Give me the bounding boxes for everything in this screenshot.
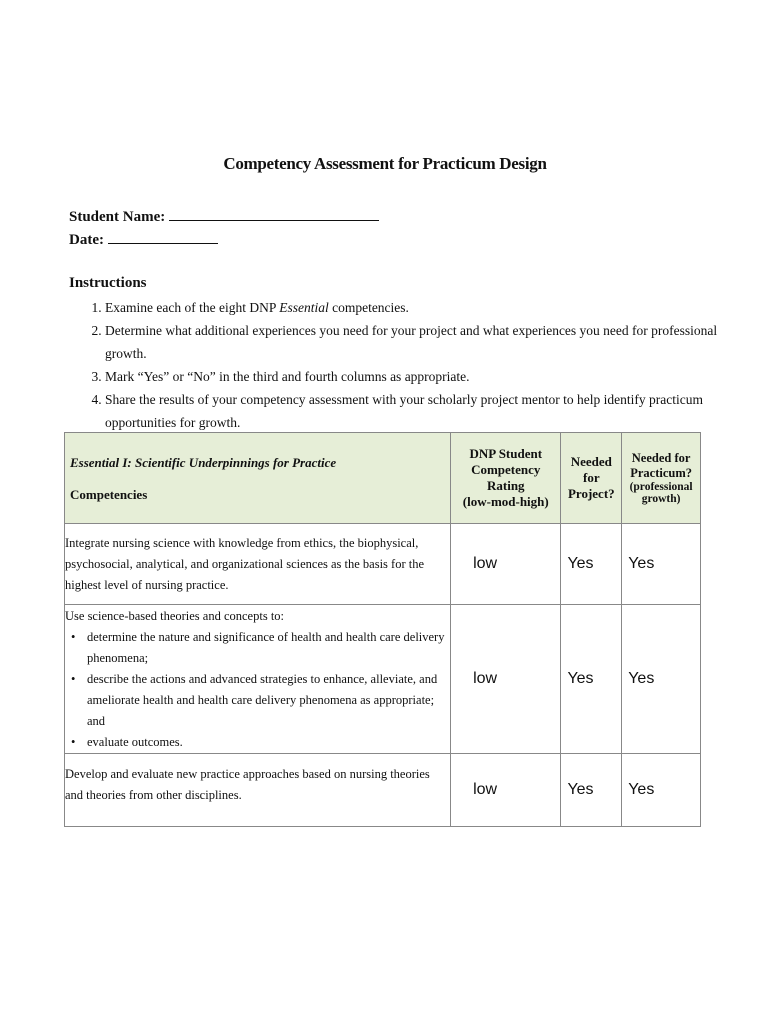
competency-cell — [65, 605, 451, 754]
practicum-cell[interactable]: Yes — [622, 754, 701, 827]
rating-header-line: Competency Rating — [471, 462, 541, 493]
essential-header — [65, 433, 451, 524]
instruction-item — [105, 296, 735, 319]
project-header-line: Project? — [567, 486, 615, 501]
date-blank[interactable] — [108, 229, 218, 244]
practicum-cell[interactable]: Yes — [622, 605, 701, 754]
competency-cell: Integrate nursing science with knowledge from ethics, the biophysical, psychosocial, analytical, and organizational sciences as the basis for the highest level of nursing practice. — [65, 524, 451, 605]
rating-cell[interactable]: low — [451, 754, 561, 827]
project-cell[interactable]: Yes — [561, 605, 622, 754]
list-item: • describe the actions and advanced strategies to enhance, alleviate, and ameliorate health and health care delivery phenomena as appropriate; and — [83, 669, 450, 732]
student-name-field — [69, 206, 379, 226]
table-header-row — [65, 433, 701, 524]
rating-header-line: DNP Student — [469, 446, 543, 461]
instruction-text: Examine each of the eight DNP — [105, 300, 280, 315]
instruction-item: 2. Determine what additional experiences you need for your project and what experiences you need for professional growth. — [105, 319, 735, 365]
competencies-label: Competencies — [70, 487, 148, 502]
rating-header-line: (low-mod-high) — [462, 494, 549, 509]
instruction-text: competencies. — [328, 300, 409, 315]
student-name-blank[interactable] — [169, 206, 379, 221]
project-header-line: Needed for — [570, 454, 612, 485]
project-cell[interactable]: Yes — [561, 754, 622, 827]
table-row — [65, 524, 701, 605]
practicum-header — [622, 433, 701, 524]
essential-title: Essential I: Scientific Underpinnings for Practice — [70, 455, 337, 470]
competency-table — [64, 432, 701, 827]
list-item: • evaluate outcomes. — [83, 732, 450, 753]
rating-cell[interactable]: low — [451, 524, 561, 605]
practicum-cell[interactable]: Yes — [622, 524, 701, 605]
practicum-header-line: Practicum? — [630, 466, 692, 480]
rating-cell[interactable]: low — [451, 605, 561, 754]
instructions-list — [69, 296, 735, 434]
table-row — [65, 754, 701, 827]
practicum-header-line: growth) — [641, 493, 681, 505]
date-field — [69, 229, 218, 249]
table-row — [65, 605, 701, 754]
page-title: Competency Assessment for Practicum Design — [223, 154, 547, 173]
practicum-header-line: (professional — [629, 481, 693, 493]
project-header — [561, 433, 622, 524]
date-label: Date: — [69, 232, 104, 248]
instruction-item: 4. Share the results of your competency assessment with your scholarly project mentor to help identify practicum opportunities for growth. — [105, 388, 735, 434]
project-cell[interactable]: Yes — [561, 524, 622, 605]
competency-cell: Develop and evaluate new practice approaches based on nursing theories and theories from other disciplines. — [65, 754, 451, 827]
list-item: • determine the nature and significance of health and health care delivery phenomena; — [83, 627, 450, 669]
rating-header — [451, 433, 561, 524]
competency-subitems — [65, 627, 450, 753]
instructions-heading: Instructions — [69, 275, 147, 291]
competency-intro: Use science-based theories and concepts to: — [65, 608, 285, 623]
instruction-emphasis: Essential — [279, 300, 329, 315]
practicum-header-line: Needed for — [631, 451, 691, 465]
student-name-label: Student Name: — [69, 209, 166, 225]
instruction-item: 3. Mark “Yes” or “No” in the third and fourth columns as appropriate. — [105, 365, 735, 388]
